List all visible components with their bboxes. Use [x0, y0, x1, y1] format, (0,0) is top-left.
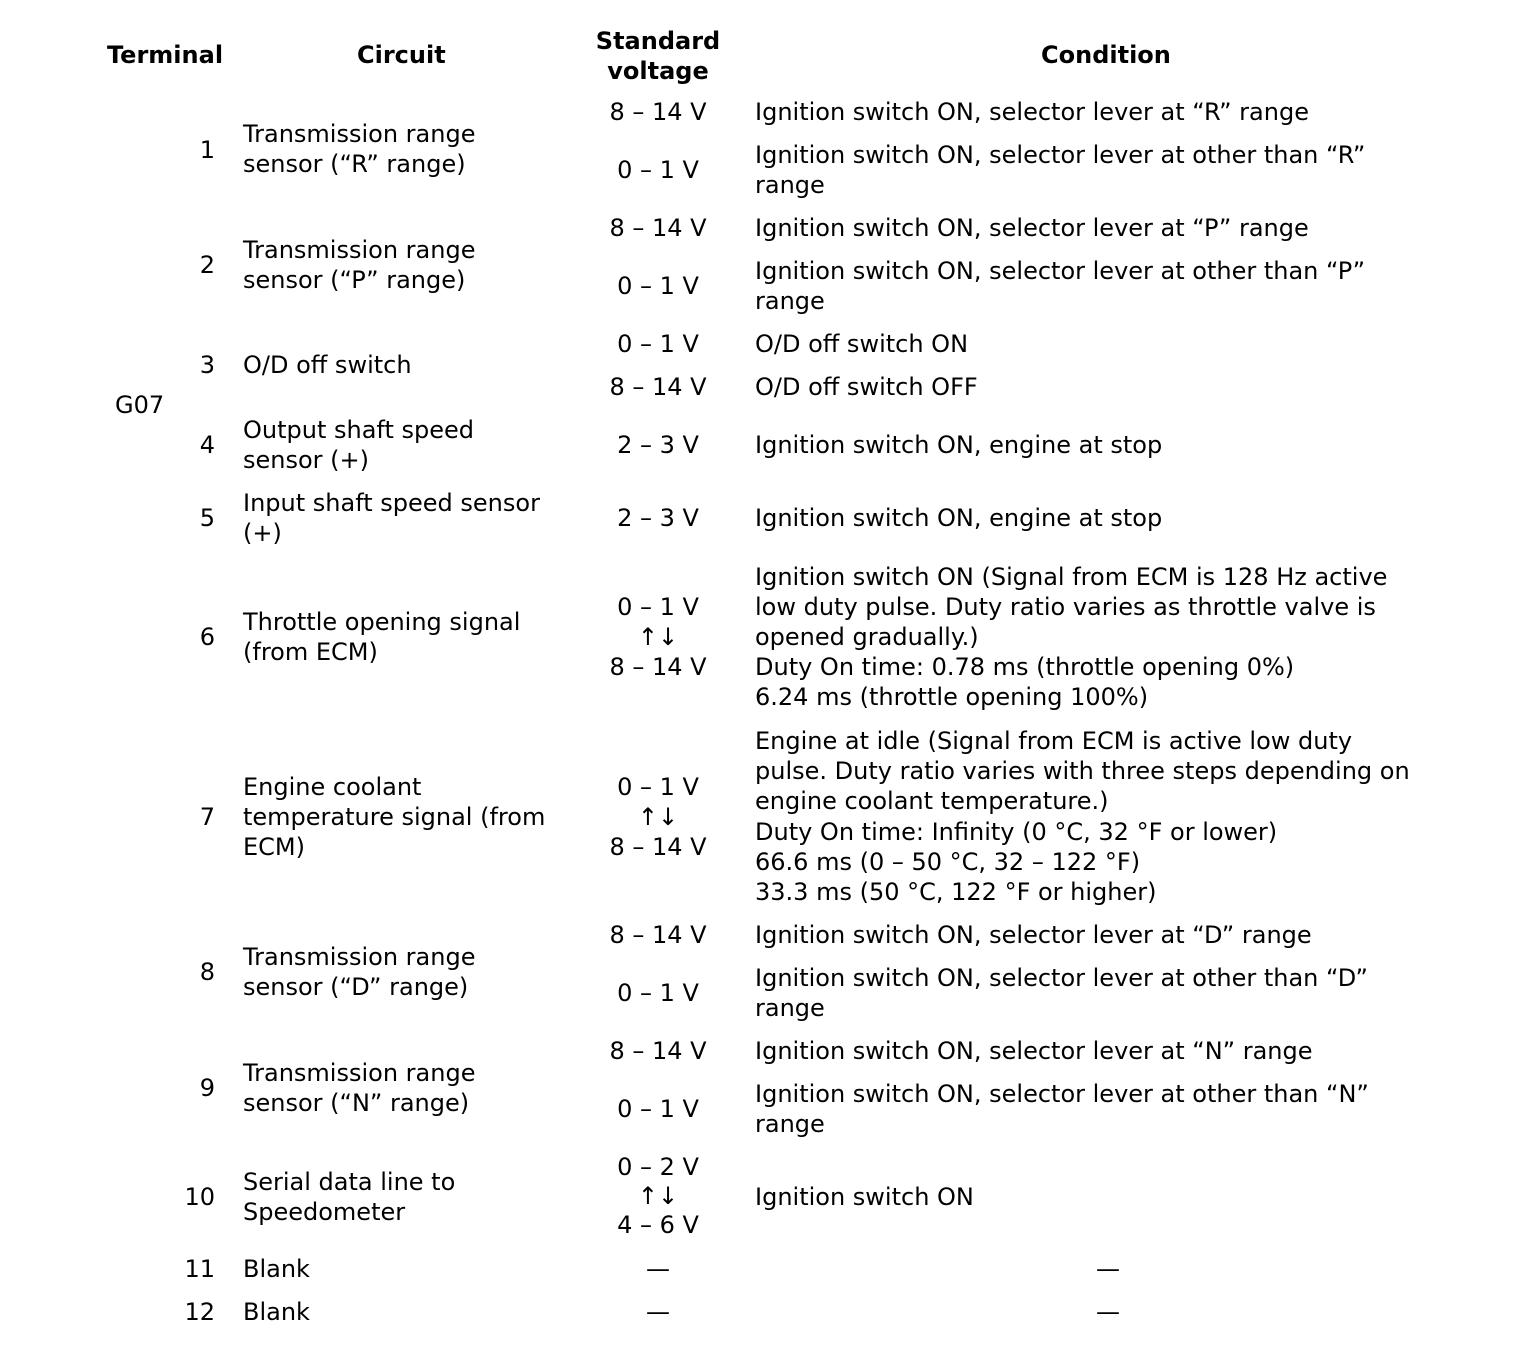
toggle-arrows-icon: ↑↓	[637, 623, 679, 651]
terminal-number: 9	[199, 1074, 215, 1102]
circuit-text: sensor (“N” range)	[243, 1089, 470, 1117]
terminal-number: 4	[199, 431, 215, 459]
voltage-value: —	[646, 1255, 670, 1283]
condition-text: opened gradually.)	[755, 623, 979, 651]
circuit-text: Engine coolant	[243, 773, 422, 801]
voltage-value: 8 – 14 V	[609, 1037, 707, 1065]
condition-text: Ignition switch ON (Signal from ECM is 128 Hz active	[755, 563, 1388, 591]
voltage-value: 2 – 3 V	[617, 504, 699, 532]
condition-text: Ignition switch ON, selector lever at “R” range	[755, 98, 1309, 126]
condition-text: Ignition switch ON, engine at stop	[755, 431, 1163, 459]
terminal-number: 12	[184, 1298, 215, 1326]
condition-text: 33.3 ms (50 °C, 122 °F or higher)	[755, 878, 1157, 906]
condition-text: Ignition switch ON, selector lever at “N” range	[755, 1037, 1313, 1065]
condition-text: —	[1096, 1298, 1120, 1326]
voltage-value: 0 – 1 V	[617, 272, 699, 300]
circuit-text: (+)	[243, 519, 282, 547]
voltage-value: 8 – 14 V	[609, 921, 707, 949]
voltage-value: 0 – 1 V	[617, 330, 699, 358]
condition-text: range	[755, 994, 825, 1022]
circuit-text: Speedometer	[243, 1198, 406, 1226]
voltage-value: 0 – 1 V	[617, 593, 699, 621]
header-circuit: Circuit	[357, 41, 446, 69]
condition-text: Ignition switch ON, selector lever at other than “P”	[755, 257, 1366, 285]
condition-text: range	[755, 171, 825, 199]
voltage-value: 8 – 14 V	[609, 653, 707, 681]
terminal-number: 7	[199, 803, 215, 831]
voltage-value: 8 – 14 V	[609, 833, 707, 861]
condition-text: Duty On time: 0.78 ms (throttle opening 0%)	[755, 653, 1295, 681]
condition-text: Ignition switch ON, selector lever at “D” range	[755, 921, 1312, 949]
toggle-arrows-icon: ↑↓	[637, 1182, 679, 1210]
condition-text: O/D off switch OFF	[755, 373, 978, 401]
circuit-text: (from ECM)	[243, 638, 378, 666]
terminal-number: 3	[199, 351, 215, 379]
condition-text: pulse. Duty ratio varies with three steps depending on	[755, 757, 1410, 785]
terminal-number: 6	[199, 623, 215, 651]
circuit-text: sensor (“D” range)	[243, 973, 469, 1001]
circuit-text: Transmission range	[243, 120, 476, 148]
condition-text: Ignition switch ON	[755, 1183, 974, 1211]
voltage-value: 8 – 14 V	[609, 214, 707, 242]
condition-text: Duty On time: Infinity (0 °C, 32 °F or lower)	[755, 818, 1278, 846]
condition-text: low duty pulse. Duty ratio varies as throttle valve is	[755, 593, 1376, 621]
circuit-text: Throttle opening signal	[243, 608, 521, 636]
circuit-text: temperature signal (from	[243, 803, 546, 831]
voltage-value: 0 – 2 V	[617, 1153, 699, 1181]
header-voltage-line2: voltage	[607, 57, 709, 85]
voltage-value: 0 – 1 V	[617, 156, 699, 184]
voltage-value: 0 – 1 V	[617, 1095, 699, 1123]
circuit-text: Transmission range	[243, 1059, 476, 1087]
condition-text: 6.24 ms (throttle opening 100%)	[755, 683, 1149, 711]
condition-text: Engine at idle (Signal from ECM is active low duty	[755, 727, 1353, 755]
condition-text: O/D off switch ON	[755, 330, 969, 358]
condition-text: Ignition switch ON, selector lever at “P” range	[755, 214, 1309, 242]
circuit-text: Input shaft speed sensor	[243, 489, 540, 517]
terminal-number: 8	[199, 958, 215, 986]
terminal-number: 5	[199, 504, 215, 532]
condition-text: Ignition switch ON, selector lever at other than “D”	[755, 964, 1368, 992]
condition-text: Ignition switch ON, selector lever at other than “R”	[755, 141, 1366, 169]
circuit-text: sensor (“R” range)	[243, 150, 466, 178]
condition-text: range	[755, 287, 825, 315]
condition-text: range	[755, 1110, 825, 1138]
header-voltage-line1: Standard	[595, 27, 721, 55]
voltage-value: 8 – 14 V	[609, 373, 707, 401]
toggle-arrows-icon: ↑↓	[637, 803, 679, 831]
circuit-text: Serial data line to	[243, 1168, 456, 1196]
header-terminal: Terminal	[107, 41, 224, 69]
circuit-text: Blank	[243, 1298, 310, 1326]
condition-text: Ignition switch ON, selector lever at other than “N”	[755, 1080, 1369, 1108]
condition-text: Ignition switch ON, engine at stop	[755, 504, 1163, 532]
circuit-text: O/D off switch	[243, 351, 412, 379]
circuit-text: sensor (+)	[243, 446, 369, 474]
circuit-text: Transmission range	[243, 236, 476, 264]
terminal-number: 10	[184, 1183, 215, 1211]
circuit-text: Output shaft speed	[243, 416, 474, 444]
terminal-number: 1	[199, 136, 215, 164]
condition-text: engine coolant temperature.)	[755, 787, 1109, 815]
circuit-text: Transmission range	[243, 943, 476, 971]
voltage-value: 0 – 1 V	[617, 979, 699, 1007]
voltage-value: 8 – 14 V	[609, 98, 707, 126]
voltage-value: 2 – 3 V	[617, 431, 699, 459]
circuit-text: sensor (“P” range)	[243, 266, 466, 294]
header-condition: Condition	[1041, 41, 1171, 69]
voltage-value: —	[646, 1298, 670, 1326]
circuit-text: ECM)	[243, 833, 305, 861]
connector-label: G07	[115, 391, 165, 419]
terminal-number: 2	[199, 251, 215, 279]
condition-text: —	[1096, 1255, 1120, 1283]
terminal-number: 11	[184, 1255, 215, 1283]
voltage-value: 0 – 1 V	[617, 773, 699, 801]
voltage-value: 4 – 6 V	[617, 1211, 699, 1239]
condition-text: 66.6 ms (0 – 50 °C, 32 – 122 °F)	[755, 848, 1141, 876]
circuit-text: Blank	[243, 1255, 310, 1283]
